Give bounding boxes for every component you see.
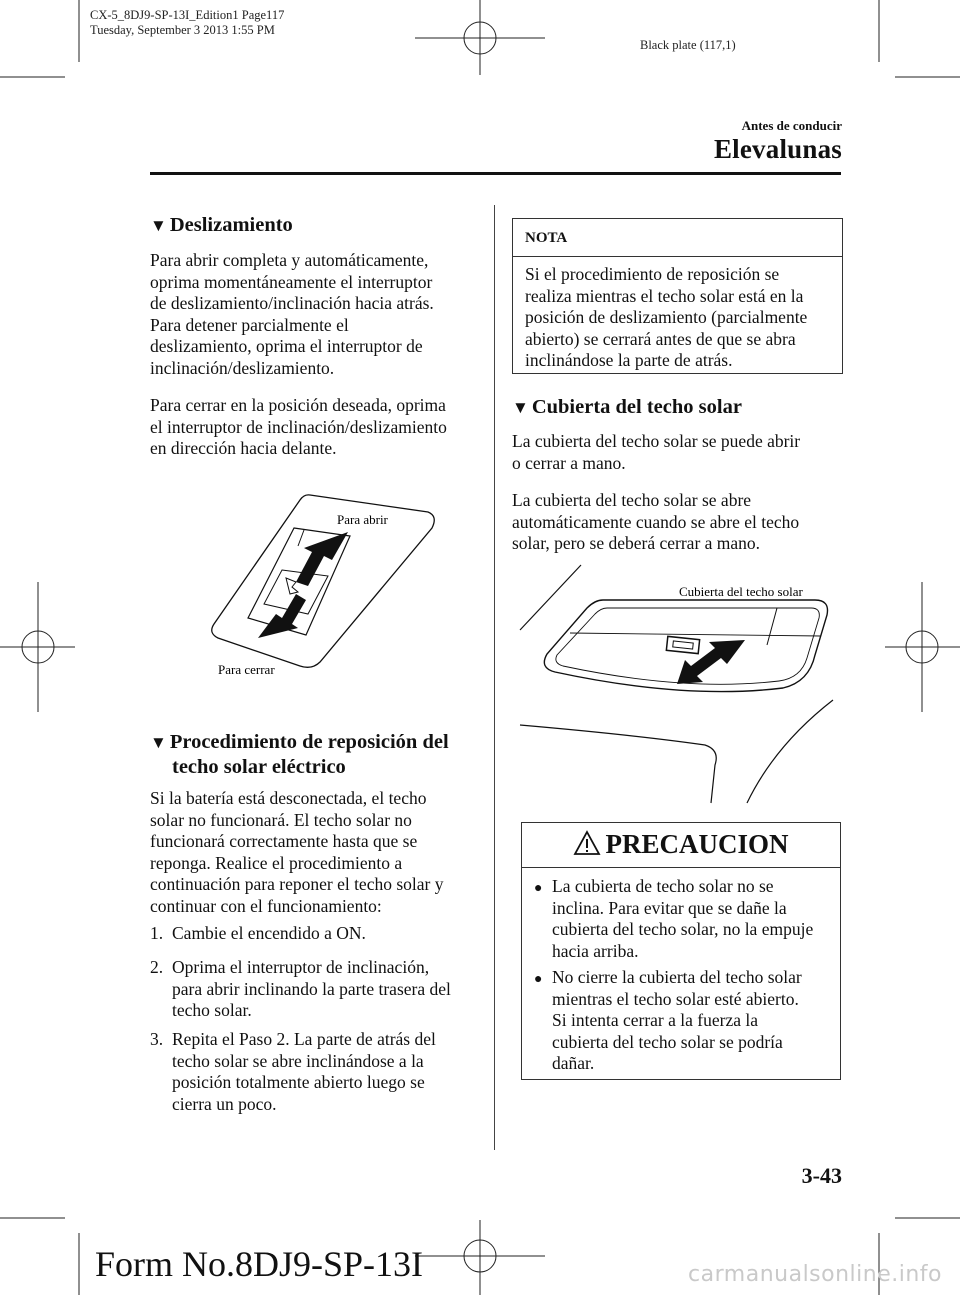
caution-separator [522, 867, 840, 868]
column-divider [494, 205, 495, 1150]
bullet-icon: ● [534, 972, 543, 987]
chapter-label: Antes de conducir [741, 118, 842, 133]
caution-bullet-2: ● No cierre la cubierta del techo solar mientras el techo solar esté abierto. Si intenta cerrar a la fuerza la cubierta del techo solar se podría dañar. [534, 967, 802, 1073]
step-1: 1. Cambie el encendido a ON. [150, 923, 366, 943]
paragraph-procedimiento: Si la batería está desconectada, el techo solar no funcionará. El techo solar no funcionará correctamente hasta que se reponga. Realice el procedimiento a continuación para reponer el techo solar y continuar con el funcionamiento: [150, 788, 444, 916]
step-2: 2. Oprima el interruptor de inclinación, para abrir inclinando la parte trasera del techo solar. [150, 957, 451, 1020]
warning-triangle-icon [573, 830, 601, 856]
step-3: 3. Repita el Paso 2. La parte de atrás del techo solar se abre inclinándose a la posición totalmente abierto luego se cierra un poco. [150, 1029, 436, 1114]
print-meta-line1: CX-5_8DJ9-SP-13I_Edition1 Page117 [90, 8, 285, 22]
page-number: 3-43 [801, 1163, 842, 1188]
caution-box [521, 822, 841, 1080]
caution-bullet-1: ● La cubierta de techo solar no se inclina. Para evitar que se dañe la cubierta del techo solar, no la empuje hacia arriba. [534, 876, 814, 961]
watermark: carmanualsonline.info [688, 1262, 942, 1287]
plate-label: Black plate (117,1) [640, 38, 736, 52]
heading-deslizamiento: ▼ Deslizamiento [150, 214, 293, 236]
triangle-icon: ▼ [512, 398, 529, 417]
bullet-icon: ● [534, 881, 543, 896]
print-meta [90, 8, 284, 38]
form-number: Form No.8DJ9-SP-13I [95, 1244, 424, 1284]
label-cubierta: Cubierta del techo solar [679, 584, 803, 599]
print-meta-line2: Tuesday, September 3 2013 1:55 PM [90, 23, 275, 37]
note-box [512, 218, 843, 374]
heading-cubierta: ▼ Cubierta del techo solar [512, 396, 742, 418]
paragraph-deslizamiento-2: Para cerrar en la posición deseada, oprima el interruptor de inclinación/deslizamiento en dirección hacia delante. [150, 395, 447, 458]
sunroof-cover-diagram [515, 560, 845, 805]
label-para-abrir: Para abrir [337, 512, 388, 527]
paragraph-cubierta-1: La cubierta del techo solar se puede abrir o cerrar a mano. [512, 431, 801, 473]
label-para-cerrar: Para cerrar [218, 662, 275, 677]
heading-procedimiento: ▼ Procedimiento de reposición del techo solar eléctrico [150, 731, 449, 778]
caution-title: PRECAUCION [522, 829, 840, 860]
triangle-icon: ▼ [150, 733, 167, 752]
section-title: Elevalunas [713, 134, 842, 164]
triangle-icon: ▼ [150, 216, 167, 235]
header-rule [150, 172, 841, 175]
note-body: Si el procedimiento de reposición se realiza mientras el techo solar está en la posición de deslizamiento (parcialmente abierto) se cerrará antes de que se abra inclinándose la parte de atrás. [525, 264, 808, 370]
sunroof-switch-diagram [200, 490, 450, 685]
paragraph-cubierta-2: La cubierta del techo solar se abre automáticamente cuando se abre el techo solar, pero se deberá cerrar a mano. [512, 490, 800, 553]
note-title: NOTA [513, 219, 842, 257]
paragraph-deslizamiento-1: Para abrir completa y automáticamente, oprima momentáneamente el interruptor de deslizamiento/inclinación hacia atrás. Para detener parcialmente el deslizamiento, oprima el interruptor de inclinación/deslizamiento. [150, 250, 434, 378]
